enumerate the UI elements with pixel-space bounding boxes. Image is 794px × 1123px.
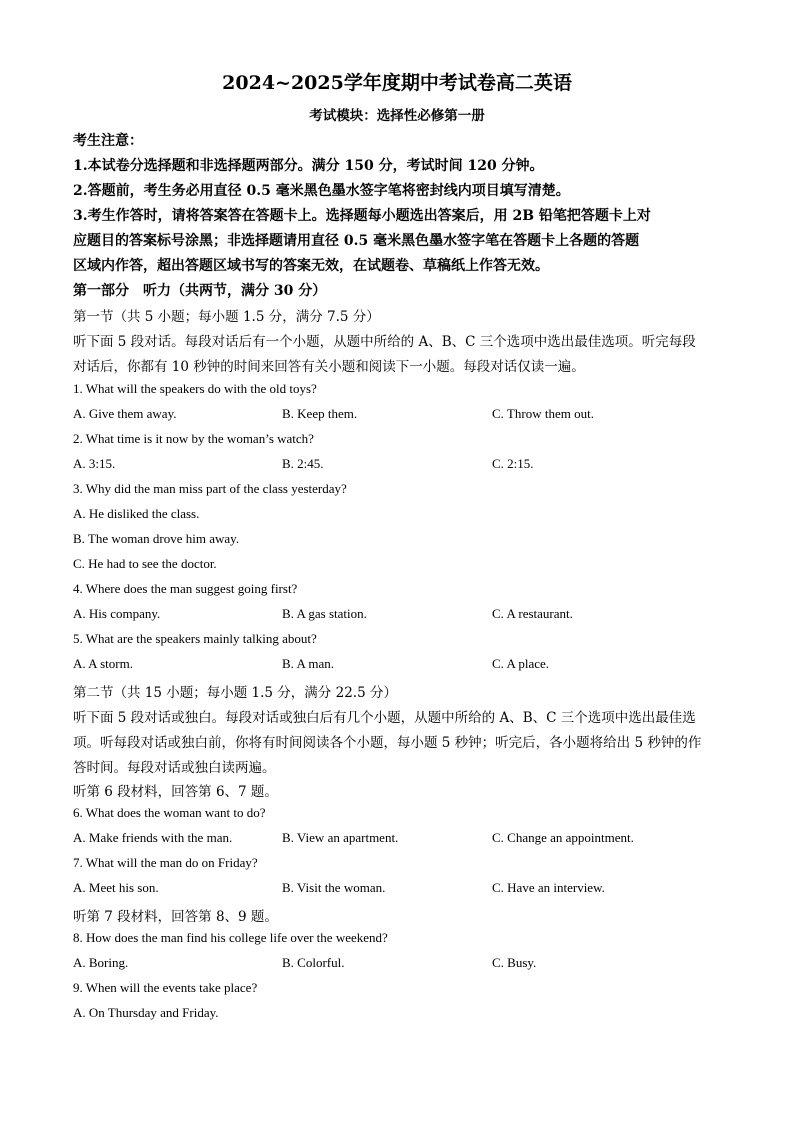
q2-option-b: B. 2:45. [282, 456, 324, 471]
q3-option-a: A. He disliked the class. [73, 506, 200, 521]
q4-option-a: A. His company. [73, 606, 161, 621]
section1-instructions-line-1: 听下面 5 段对话。每段对话后有一个小题，从题中所给的 A、B、C 三个选项中选出最佳选项。听完每段 [73, 334, 696, 350]
section2-instructions-line-3: 答时间。每段对话或独白读两遍。 [73, 760, 276, 776]
notice-heading: 考生注意： [73, 133, 143, 149]
question-4: 4. Where does the man suggest going first? [73, 581, 298, 596]
material-7-note: 听第 7 段材料，回答第 8、9 题。 [73, 909, 278, 925]
q6-option-a: A. Make friends with the man. [73, 830, 233, 845]
section2-heading: 第二节（共 15 小题；每小题 1.5 分，满分 22.5 分） [73, 685, 397, 701]
q4-option-b: B. A gas station. [282, 606, 367, 621]
question-7: 7. What will the man do on Friday? [73, 855, 258, 870]
notice-item-3-line-2: 应题目的答案标号涂黑；非选择题请用直径 0.5 毫米黑色墨水签字笔在答题卡上各题的答题 [73, 233, 640, 249]
q2-option-c: C. 2:15. [492, 456, 534, 471]
notice-item-1: 1.本试卷分选择题和非选择题两部分。满分 150 分，考试时间 120 分钟。 [73, 158, 544, 174]
question-2: 2. What time is it now by the woman’s watch? [73, 431, 314, 446]
notice-item-2: 2.答题前，考生务必用直径 0.5 毫米黑色墨水签字笔将密封线内项目填写清楚。 [73, 183, 570, 199]
material-6-note: 听第 6 段材料，回答第 6、7 题。 [73, 784, 278, 800]
q6-option-c: C. Change an appointment. [492, 830, 634, 845]
q8-option-c: C. Busy. [492, 955, 537, 970]
q1-option-c: C. Throw them out. [492, 406, 594, 421]
q5-option-a: A. A storm. [73, 656, 133, 671]
question-6: 6. What does the woman want to do? [73, 805, 266, 820]
q4-option-c: C. A restaurant. [492, 606, 573, 621]
part1-heading: 第一部分 听力（共两节，满分 30 分） [73, 283, 327, 299]
q9-option-a: A. On Thursday and Friday. [73, 1005, 219, 1020]
q5-option-c: C. A place. [492, 656, 550, 671]
q7-option-a: A. Meet his son. [73, 880, 159, 895]
section1-instructions-line-2: 对话后，你都有 10 秒钟的时间来回答有关小题和阅读下一小题。每段对话仅读一遍。 [73, 359, 585, 375]
question-1: 1. What will the speakers do with the old toys? [73, 381, 317, 396]
q5-option-b: B. A man. [282, 656, 335, 671]
notice-item-3-line-1: 3.考生作答时，请将答案答在答题卡上。选择题每小题选出答案后，用 2B 铅笔把答题卡上对 [73, 208, 651, 224]
q1-option-b: B. Keep them. [282, 406, 358, 421]
q7-option-c: C. Have an interview. [492, 880, 605, 895]
question-3: 3. Why did the man miss part of the class yesterday? [73, 481, 347, 496]
notice-item-3-line-3: 区域内作答，超出答题区域书写的答案无效，在试题卷、草稿纸上作答无效。 [73, 258, 549, 274]
q7-option-b: B. Visit the woman. [282, 880, 386, 895]
question-9: 9. When will the events take place? [73, 980, 258, 995]
q3-option-b: B. The woman drove him away. [73, 531, 240, 546]
section1-heading: 第一节（共 5 小题；每小题 1.5 分，满分 7.5 分） [73, 309, 380, 325]
section2-instructions-line-1: 听下面 5 段对话或独白。每段对话或独白后有几个小题，从题中所给的 A、B、C 三个选项中选出最佳选 [73, 710, 696, 726]
exam-title: 2024~2025学年度期中考试卷高二英语 [222, 72, 572, 94]
exam-subtitle: 考试模块：选择性必修第一册 [309, 108, 485, 124]
section2-instructions-line-2: 项。听每段对话或独白前，你将有时间阅读各个小题，每小题 5 秒钟；听完后，各小题将给出 5 秒钟的作 [73, 735, 702, 751]
q3-option-c: C. He had to see the doctor. [73, 556, 217, 571]
question-8: 8. How does the man find his college life over the weekend? [73, 930, 388, 945]
q8-option-a: A. Boring. [73, 955, 129, 970]
q8-option-b: B. Colorful. [282, 955, 345, 970]
q1-option-a: A. Give them away. [73, 406, 177, 421]
question-5: 5. What are the speakers mainly talking about? [73, 631, 317, 646]
q2-option-a: A. 3:15. [73, 456, 116, 471]
q6-option-b: B. View an apartment. [282, 830, 399, 845]
